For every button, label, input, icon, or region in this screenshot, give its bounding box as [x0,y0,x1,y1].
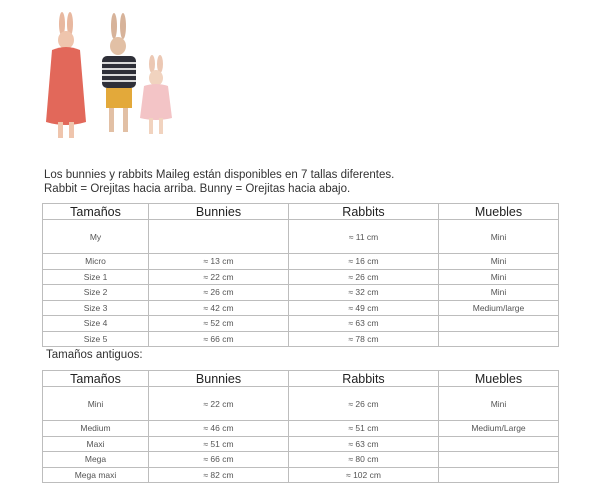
rabbits-cell: ≈ 102 cm [289,467,439,483]
intro-line-2: Rabbit = Orejitas hacia arriba. Bunny = Orejitas hacia abajo. [44,183,351,195]
bunnies-cell: ≈ 13 cm [149,254,289,270]
furniture-cell [439,452,559,468]
bunnies-cell [149,220,289,254]
rabbits-cell: ≈ 16 cm [289,254,439,270]
rabbits-cell: ≈ 51 cm [289,421,439,437]
header-sizes: Tamaños [43,204,149,220]
size-cell: Mega maxi [43,467,149,483]
header-furniture: Muebles [439,371,559,387]
table-row [43,331,559,347]
rabbit-dolls-image [40,10,200,140]
table-header-row [43,204,559,220]
bunny-red-dress-figure [46,12,86,138]
rabbits-cell: ≈ 63 cm [289,436,439,452]
table-row [43,285,559,301]
header-bunnies: Bunnies [149,204,289,220]
bunnies-cell: ≈ 26 cm [149,285,289,301]
bunnies-cell: ≈ 66 cm [149,331,289,347]
bunnies-cell: ≈ 66 cm [149,452,289,468]
furniture-cell [439,436,559,452]
intro-text [44,168,394,196]
table-header-row [43,371,559,387]
furniture-cell: Mini [439,254,559,270]
header-rabbits: Rabbits [289,371,439,387]
rabbits-cell: ≈ 11 cm [289,220,439,254]
rabbits-cell: ≈ 26 cm [289,269,439,285]
bunny-pink-dress-figure [140,55,172,134]
header-sizes: Tamaños [43,371,149,387]
table-row [43,300,559,316]
rabbits-cell: ≈ 32 cm [289,285,439,301]
furniture-cell: Mini [439,220,559,254]
header-rabbits: Rabbits [289,204,439,220]
table-row [43,220,559,254]
header-bunnies: Bunnies [149,371,289,387]
rabbits-cell: ≈ 63 cm [289,316,439,332]
size-cell: Size 2 [43,285,149,301]
legacy-sizes-table [42,370,559,483]
bunnies-cell: ≈ 52 cm [149,316,289,332]
bunnies-cell: ≈ 46 cm [149,421,289,437]
furniture-cell: Medium/Large [439,421,559,437]
furniture-cell: Medium/large [439,300,559,316]
rabbits-cell: ≈ 49 cm [289,300,439,316]
table-row [43,467,559,483]
size-cell: Maxi [43,436,149,452]
table-row [43,436,559,452]
rabbits-cell: ≈ 78 cm [289,331,439,347]
bunnies-cell: ≈ 22 cm [149,387,289,421]
header-furniture: Muebles [439,204,559,220]
legacy-sizes-label: Tamaños antiguos: [46,349,143,361]
bunnies-cell: ≈ 82 cm [149,467,289,483]
rabbits-cell: ≈ 26 cm [289,387,439,421]
furniture-cell [439,467,559,483]
table-row [43,387,559,421]
bunnies-cell: ≈ 51 cm [149,436,289,452]
current-sizes-table [42,203,559,347]
size-cell: Size 4 [43,316,149,332]
intro-line-1: Los bunnies y rabbits Maileg están disponibles en 7 tallas diferentes. [44,169,395,181]
table-row [43,421,559,437]
bunnies-cell: ≈ 22 cm [149,269,289,285]
size-cell: Mini [43,387,149,421]
furniture-cell [439,316,559,332]
table-row [43,316,559,332]
size-cell: Size 1 [43,269,149,285]
size-cell: Medium [43,421,149,437]
size-cell: My [43,220,149,254]
furniture-cell: Mini [439,269,559,285]
furniture-cell: Mini [439,285,559,301]
rabbit-striped-sweater-figure [102,13,136,132]
bunnies-cell: ≈ 42 cm [149,300,289,316]
size-cell: Size 5 [43,331,149,347]
table-row [43,254,559,270]
size-cell: Mega [43,452,149,468]
furniture-cell: Mini [439,387,559,421]
furniture-cell [439,331,559,347]
table-row [43,269,559,285]
rabbits-cell: ≈ 80 cm [289,452,439,468]
size-cell: Micro [43,254,149,270]
size-cell: Size 3 [43,300,149,316]
table-row [43,452,559,468]
